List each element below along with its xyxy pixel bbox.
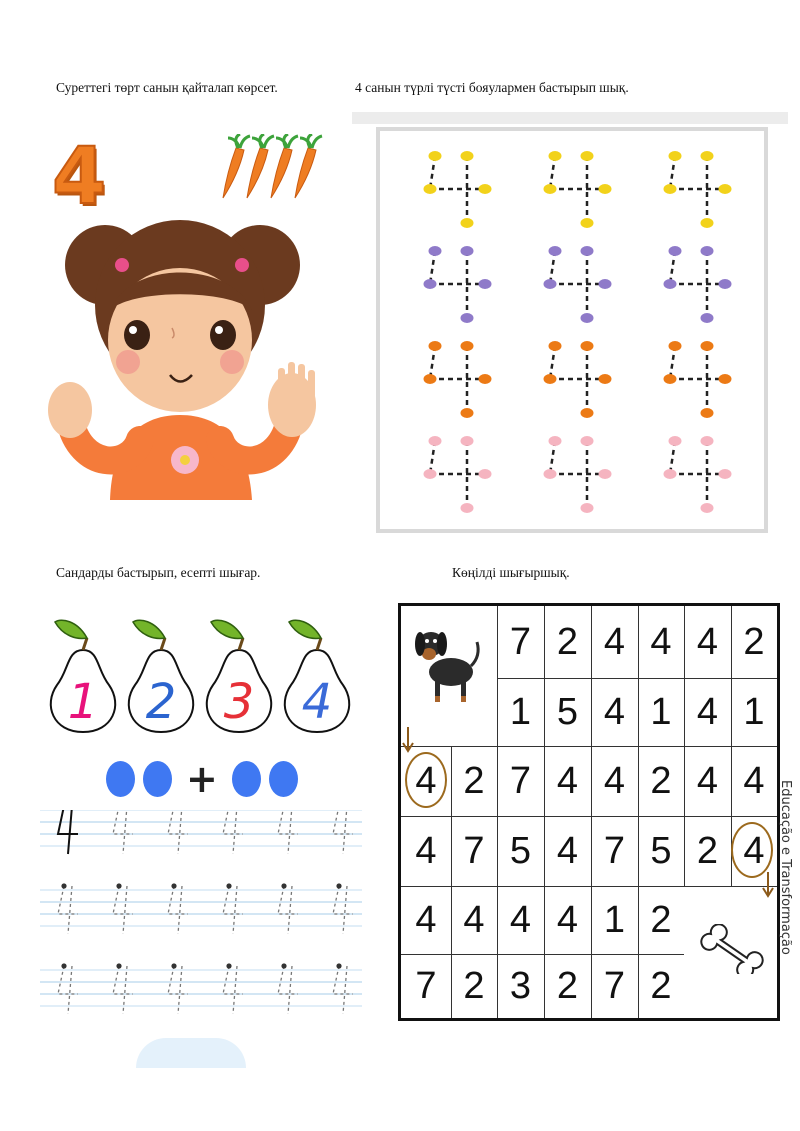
- trace-dot: [461, 408, 474, 418]
- trace-dot: [581, 218, 594, 228]
- dotted-four: [664, 436, 732, 513]
- maze-cell[interactable]: 2: [650, 898, 672, 941]
- trace-dot: [599, 184, 612, 194]
- blue-dot: [232, 761, 261, 797]
- maze-cell[interactable]: 2: [463, 964, 485, 1007]
- pear-icon: [207, 620, 271, 732]
- trace-dot: [719, 469, 732, 479]
- maze-cell[interactable]: 2: [696, 829, 719, 872]
- maze-cell[interactable]: 4: [603, 690, 626, 733]
- handwriting-practice-lines: [40, 810, 362, 1040]
- maze-cell[interactable]: 5: [509, 829, 532, 872]
- maze-cell[interactable]: 2: [556, 620, 579, 663]
- maze-cell[interactable]: 1: [603, 898, 626, 941]
- maze-cell[interactable]: 4: [415, 898, 437, 941]
- trace-dot: [581, 313, 594, 323]
- maze-cell[interactable]: 7: [415, 964, 437, 1007]
- instruction-bottom-left: Сандарды бастырып, есепті шығар.: [56, 565, 261, 580]
- trace-dot: [544, 279, 557, 289]
- trace-dot: [544, 374, 557, 384]
- trace-dot: [424, 279, 437, 289]
- plus-sign: +: [186, 757, 218, 801]
- instruction-top-right: 4 санын түрлі түсті бояулармен бастырып шық.: [355, 80, 629, 95]
- pear-icon: [285, 620, 349, 732]
- trace-dot: [544, 469, 557, 479]
- girl-illustration: [40, 210, 340, 500]
- trace-dot: [701, 218, 714, 228]
- trace-dot: [719, 374, 732, 384]
- trace-dot: [719, 279, 732, 289]
- sum-row: [106, 757, 298, 801]
- trace-dot: [544, 184, 557, 194]
- maze-watermark: Educação e Transformação: [778, 780, 793, 955]
- pear-number: 1: [67, 674, 99, 730]
- maze-cell[interactable]: 4: [696, 620, 719, 663]
- trace-dot: [599, 469, 612, 479]
- handwriting-row: [40, 810, 362, 854]
- trace-dot: [479, 184, 492, 194]
- maze-cell[interactable]: 4: [556, 829, 579, 872]
- maze-cell[interactable]: 1: [650, 690, 672, 733]
- dotted-four: [664, 246, 732, 323]
- maze-cell[interactable]: 4: [509, 898, 532, 941]
- dotted-four: [424, 436, 492, 513]
- trace-dot: [461, 436, 474, 446]
- dotted-four: [544, 341, 612, 418]
- maze-cell[interactable]: 4: [556, 759, 579, 802]
- dotted-four: [424, 341, 492, 418]
- pear-icon: [51, 620, 115, 732]
- maze-cell[interactable]: 2: [556, 964, 579, 1007]
- trace-dot: [429, 151, 442, 161]
- blue-dot: [106, 761, 135, 797]
- trace-dot: [581, 503, 594, 513]
- blue-dot: [143, 761, 172, 797]
- maze-cell[interactable]: 7: [509, 759, 532, 802]
- trace-dot: [581, 246, 594, 256]
- maze-cell[interactable]: 2: [463, 759, 485, 802]
- trace-dot: [479, 374, 492, 384]
- trace-dot: [669, 436, 682, 446]
- start-circle: [405, 752, 447, 808]
- trace-dot: [424, 184, 437, 194]
- maze-cell[interactable]: 4: [463, 898, 485, 941]
- maze-cell[interactable]: 2: [650, 964, 672, 1007]
- dotted-four: [424, 151, 492, 228]
- maze-cell[interactable]: 4: [603, 620, 626, 663]
- maze-grid-line: [401, 886, 777, 887]
- trace-dot: [599, 279, 612, 289]
- trace-dot: [669, 151, 682, 161]
- maze-cell[interactable]: 3: [509, 964, 532, 1007]
- maze-cell[interactable]: 4: [603, 759, 626, 802]
- trace-dot: [701, 246, 714, 256]
- trace-dot: [461, 246, 474, 256]
- trace-dot: [581, 408, 594, 418]
- handwriting-row: [40, 883, 362, 934]
- maze-grid-line: [401, 954, 684, 955]
- trace-dot: [701, 503, 714, 513]
- maze-grid-line: [638, 606, 639, 1018]
- maze-cell[interactable]: 5: [556, 690, 579, 733]
- trace-four-glyph: [223, 810, 243, 854]
- pear-number: 2: [145, 674, 177, 730]
- trace-dot: [701, 408, 714, 418]
- maze-cell[interactable]: 1: [509, 690, 532, 733]
- maze-cell[interactable]: 4: [650, 620, 672, 663]
- trace-dot: [461, 313, 474, 323]
- trace-dot: [664, 469, 677, 479]
- pear-number: 3: [223, 674, 255, 730]
- dotted-four: [664, 341, 732, 418]
- trace-dot: [549, 436, 562, 446]
- trace-dot: [549, 341, 562, 351]
- big-number-four: 4: [52, 132, 107, 222]
- trace-dot: [479, 279, 492, 289]
- trace-dot: [664, 279, 677, 289]
- trace-dot: [461, 503, 474, 513]
- trace-dot: [461, 218, 474, 228]
- pears-row: [40, 610, 370, 735]
- dotted-four: [664, 151, 732, 228]
- number-maze: [398, 603, 780, 1021]
- blue-dot: [269, 761, 298, 797]
- pear-icon: [129, 620, 193, 732]
- trace-dot: [461, 151, 474, 161]
- start-arrow-icon: [400, 725, 416, 755]
- trace-dot: [701, 436, 714, 446]
- trace-dot: [429, 436, 442, 446]
- count-and-write-panel: [40, 610, 370, 1070]
- trace-dot: [701, 313, 714, 323]
- bone-icon: [699, 924, 771, 974]
- maze-cell[interactable]: 7: [603, 829, 626, 872]
- trace-four-glyph: [168, 810, 188, 854]
- maze-grid-line: [401, 816, 777, 817]
- trace-dot: [669, 246, 682, 256]
- trace-four-card: [376, 127, 768, 533]
- trace-four-grid: [380, 131, 764, 529]
- maze-cell[interactable]: 4: [415, 759, 437, 802]
- maze-cell[interactable]: 7: [509, 620, 532, 663]
- pear-number: 4: [301, 674, 333, 730]
- dotted-four: [544, 151, 612, 228]
- handwriting-row: [40, 963, 362, 1014]
- dotted-four: [544, 436, 612, 513]
- maze-cell[interactable]: 7: [603, 964, 626, 1007]
- maze-cell[interactable]: 4: [415, 829, 437, 872]
- carrots-illustration: [220, 134, 330, 204]
- maze-cell[interactable]: 4: [743, 829, 765, 872]
- trace-dot: [664, 184, 677, 194]
- trace-dot: [599, 374, 612, 384]
- carrot-icon: [223, 134, 250, 198]
- trace-dot: [701, 151, 714, 161]
- trace-dot: [549, 246, 562, 256]
- maze-cell[interactable]: 4: [743, 759, 765, 802]
- maze-grid-line: [401, 746, 777, 747]
- maze-cell[interactable]: 2: [743, 620, 765, 663]
- maze-grid-line: [497, 678, 777, 679]
- maze-grid-line: [544, 606, 545, 1018]
- end-arrow-icon: [760, 870, 776, 900]
- maze-cell[interactable]: 4: [696, 759, 719, 802]
- maze-cell[interactable]: 1: [743, 690, 765, 733]
- trace-dot: [479, 469, 492, 479]
- trace-dot: [461, 341, 474, 351]
- instruction-bottom-right: Көңілді шығыршық.: [452, 565, 570, 580]
- trace-card-shadow: [352, 112, 788, 124]
- maze-cell[interactable]: 7: [463, 829, 485, 872]
- maze-cell[interactable]: 2: [650, 759, 672, 802]
- maze-cell[interactable]: 4: [696, 690, 719, 733]
- trace-dot: [424, 469, 437, 479]
- dotted-four: [424, 246, 492, 323]
- trace-four-glyph: [58, 810, 78, 854]
- maze-grid-line: [591, 606, 592, 1018]
- trace-dot: [429, 341, 442, 351]
- maze-cell[interactable]: 4: [556, 898, 579, 941]
- maze-cell[interactable]: 5: [650, 829, 672, 872]
- maze-grid-line: [451, 746, 452, 1018]
- trace-dot: [664, 374, 677, 384]
- dotted-four: [544, 246, 612, 323]
- cloud-decoration: [136, 1038, 246, 1068]
- trace-dot: [424, 374, 437, 384]
- trace-dot: [429, 246, 442, 256]
- trace-four-glyph: [113, 810, 133, 854]
- trace-dot: [719, 184, 732, 194]
- dog-icon: [407, 614, 487, 706]
- girl-showing-four-panel: [40, 120, 340, 505]
- trace-four-glyph: [278, 810, 298, 854]
- trace-dot: [581, 341, 594, 351]
- maze-grid-line: [497, 606, 498, 1018]
- trace-dot: [581, 151, 594, 161]
- instruction-top-left: Суреттегі төрт санын қайталап көрсет.: [56, 80, 278, 95]
- trace-dot: [581, 436, 594, 446]
- trace-dot: [669, 341, 682, 351]
- trace-four-glyph: [333, 810, 353, 854]
- trace-dot: [701, 341, 714, 351]
- trace-dot: [549, 151, 562, 161]
